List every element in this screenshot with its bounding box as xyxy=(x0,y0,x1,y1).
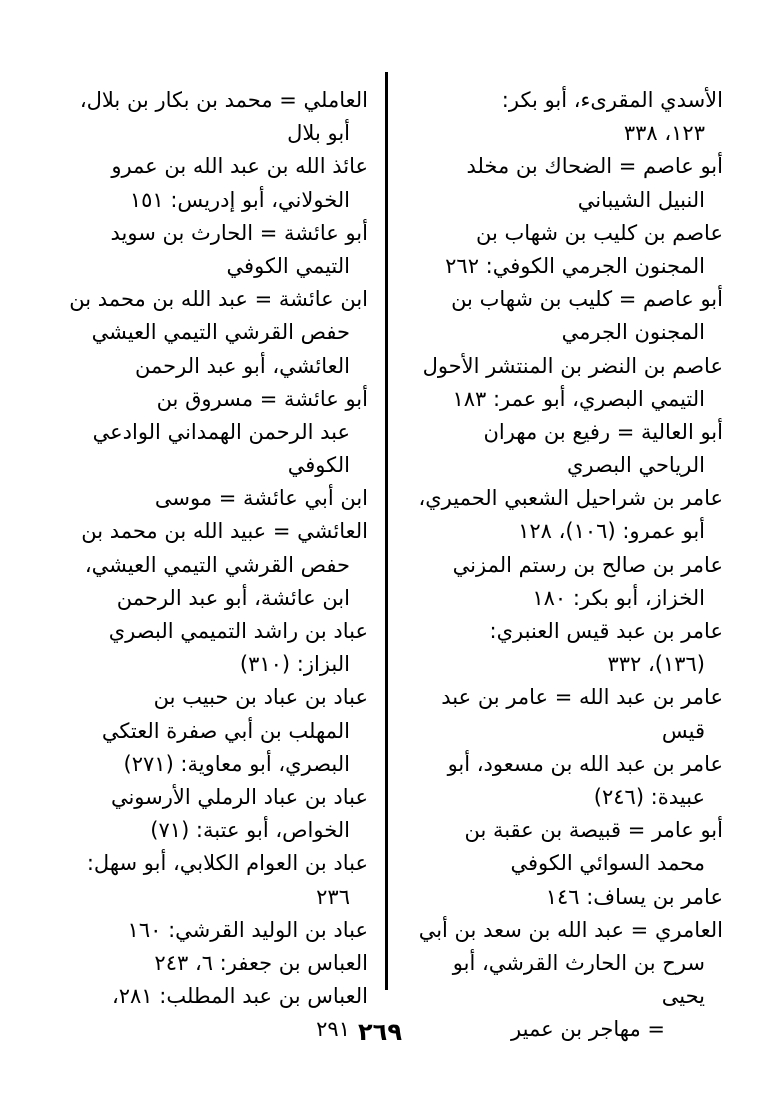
index-entry-continuation: سرح بن الحارث القرشي، أبو xyxy=(452,950,705,975)
index-entry-continuation: الرياحي البصري xyxy=(566,453,705,478)
index-entry-continuation: أبو عمرو: (١٠٦)، ١٢٨ xyxy=(518,519,705,544)
index-entry: عباد بن الوليد القرشي: ١٦٠ xyxy=(127,917,368,942)
index-entry-continuation: حفص القرشي التيمي العيشي xyxy=(91,320,350,345)
index-entry-continuation: ابن عائشة، أبو عبد الرحمن xyxy=(116,585,350,610)
index-entry: أبو العالية = رفيع بن مهران xyxy=(483,419,723,444)
index-entry: العباس بن عبد المطلب: ٢٨١، xyxy=(111,984,368,1009)
index-entry-continuation: المجنون الجرمي xyxy=(561,320,705,345)
index-entry-continuation: ١٢٣، ٣٣٨ xyxy=(623,121,705,146)
index-entry-continuation: الخواص، أبو عتبة: (٧١) xyxy=(150,818,350,843)
index-entry-continuation: النبيل الشيباني xyxy=(577,187,705,212)
index-column-left xyxy=(69,84,368,1046)
index-entry-continuation: البزاز: (٣١٠) xyxy=(239,652,350,677)
index-column-right xyxy=(405,84,723,1046)
index-entry: أبو عائشة = مسروق بن xyxy=(156,386,368,411)
index-entry: عامر بن يساف: ١٤٦ xyxy=(545,884,723,909)
index-entry: عباد بن عباد بن حبيب بن xyxy=(153,685,368,710)
index-entry: ابن أبي عائشة = موسى xyxy=(154,486,368,511)
index-entry: عامر بن صالح بن رستم المزني xyxy=(452,552,723,577)
index-entry: عامر بن عبد الله = عامر بن عبد xyxy=(441,685,723,710)
index-entry: أبو عاصم = كليب بن شهاب بن xyxy=(451,287,723,312)
page-number: ٢٦٩ xyxy=(358,1018,402,1046)
index-entry-continuation: عبد الرحمن الهمداني الوادعي xyxy=(92,419,350,444)
index-entry-continuation: عبيدة: (٢٤٦) xyxy=(593,784,705,809)
index-entry: العائشي = عبيد الله بن محمد بن xyxy=(81,519,368,544)
index-entry-continuation: أبو بلال xyxy=(287,121,350,146)
index-entry: عائذ الله بن عبد الله بن عمرو xyxy=(111,154,368,179)
index-entry: أبو عامر = قبيصة بن عقبة بن xyxy=(464,818,723,843)
index-entry-continuation: حفص القرشي التيمي العيشي، xyxy=(84,552,350,577)
index-entry-continuation: التيمي الكوفي xyxy=(226,253,350,278)
index-entry-continuation: البصري، أبو معاوية: (٢٧١) xyxy=(123,751,350,776)
index-entry-continuation: الخزاز، أبو بكر: ١٨٠ xyxy=(532,585,705,610)
index-entry: عاصم بن كليب بن شهاب بن xyxy=(476,220,723,245)
index-entry-continuation: المهلب بن أبي صفرة العتكي xyxy=(101,718,350,743)
index-entry: أبو عاصم = الضحاك بن مخلد xyxy=(466,154,723,179)
index-entry-continuation: ٢٣٦ xyxy=(316,884,350,909)
index-entry-continuation: = مهاجر بن عمير xyxy=(511,1017,665,1042)
index-entry: عامر بن عبد قيس العنبري: xyxy=(489,619,723,643)
index-entry-continuation: الخولاني، أبو إدريس: ١٥١ xyxy=(129,187,350,212)
index-entry-continuation: الكوفي xyxy=(287,453,350,478)
index-entry-continuation: التيمي البصري، أبو عمر: ١٨٣ xyxy=(452,386,705,411)
index-entry-continuation: ٢٩١ xyxy=(316,1017,350,1042)
index-entry: عباد بن العوام الكلابي، أبو سهل: xyxy=(86,851,368,876)
index-entry: عامر بن عبد الله بن مسعود، أبو xyxy=(447,751,723,776)
index-entry-continuation: (١٣٦)، ٣٣٢ xyxy=(607,652,705,677)
index-entry: عباد بن عباد الرملي الأرسوني xyxy=(110,784,368,809)
index-entry-continuation: المجنون الجرمي الكوفي: ٢٦٢ xyxy=(445,253,705,278)
index-entry-continuation: محمد السوائي الكوفي xyxy=(510,851,705,876)
index-entry: العاملي = محمد بن بكار بن بلال، xyxy=(79,88,368,112)
index-entry: ابن عائشة = عبد الله بن محمد بن xyxy=(69,287,368,312)
index-entry: عاصم بن النضر بن المنتشر الأحول xyxy=(422,353,723,378)
index-entry: الأسدي المقرىء، أبو بكر: xyxy=(501,88,723,112)
index-entry: عباد بن راشد التميمي البصري xyxy=(108,619,368,643)
index-entry-continuation: العائشي، أبو عبد الرحمن xyxy=(135,353,350,378)
index-entry: العامري = عبد الله بن سعد بن أبي xyxy=(418,917,723,942)
index-entry-continuation: قيس xyxy=(661,718,705,743)
index-entry: عامر بن شراحيل الشعبي الحميري، xyxy=(418,486,723,511)
index-entry: أبو عائشة = الحارث بن سويد xyxy=(110,220,368,245)
index-entry-continuation: يحيى xyxy=(661,984,705,1009)
column-divider xyxy=(385,72,388,990)
index-entry: العباس بن جعفر: ٦، ٢٤٣ xyxy=(154,950,368,975)
